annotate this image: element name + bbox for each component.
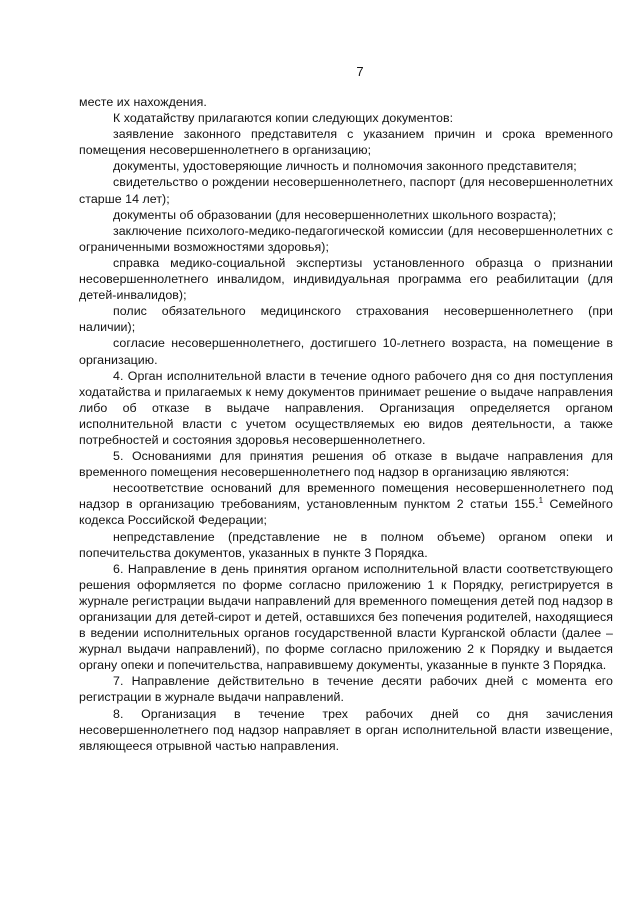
paragraph-with-footnote bbox=[79, 480, 613, 528]
paragraph: 5. Основаниями для принятия решения об отказе в выдаче направления для временного помещения несовершеннолетнего под надзор в организацию являются: bbox=[79, 449, 613, 480]
document-body bbox=[79, 94, 613, 754]
paragraph: заключение психолого-медико-педагогической комиссии (для несовершеннолетних с ограниченными возможностями здоровья); bbox=[79, 223, 613, 254]
paragraph: месте их нахождения. bbox=[79, 95, 207, 109]
paragraph: 6. Направление в день принятия органом исполнительной власти соответствующего решения оформляется по форме согласно приложению 1 к Порядку, регистрируется в журнале регистрации выдачи направлений для временного помещения детей под надзор в организации для детей-сирот и детей, оставшихся без попечения родителей, находящиеся в ведении исполнительных органов государственной власти Курганской области (далее – журнал выдачи направлений), по форме согласно приложению 2 к Порядку и выдается органу опеки и попечительства, направившему документы, указанные в пункте 3 Порядка. bbox=[79, 561, 613, 673]
paragraph: документы, удостоверяющие личность и полномочия законного представителя; bbox=[113, 159, 577, 174]
paragraph: К ходатайству прилагаются копии следующих документов: bbox=[113, 111, 454, 126]
paragraph: документы об образовании (для несовершеннолетних школьного возраста); bbox=[113, 207, 557, 222]
paragraph: 7. Направление действительно в течение десяти рабочих дней с момента его регистрации в журнале выдачи направлений. bbox=[79, 674, 613, 705]
paragraph: справка медико-социальной экспертизы установленного образца о признании несовершеннолетнего инвалидом, индивидуальная программа его реабилитации (для детей-инвалидов); bbox=[79, 255, 613, 303]
paragraph: согласие несовершеннолетнего, достигшего 10-летнего возраста, на помещение в организацию. bbox=[79, 336, 613, 367]
paragraph: непредставление (представление не в полном объеме) органом опеки и попечительства документов, указанных в пункте 3 Порядка. bbox=[79, 529, 613, 560]
paragraph-text: несоответствие оснований для временного помещения несовершеннолетнего под надзор в организацию требованиям, установленным пунктом 2 статьи 155. bbox=[79, 481, 613, 512]
page-number: 7 bbox=[356, 64, 364, 79]
paragraph: полис обязательного медицинского страхования несовершеннолетнего (при наличии); bbox=[79, 304, 613, 335]
paragraph: 8. Организация в течение трех рабочих дней со дня зачисления несовершеннолетнего под надзор направляет в орган исполнительной власти извещение, являющееся отрывной частью направления. bbox=[79, 706, 613, 753]
paragraph: 4. Орган исполнительной власти в течение одного рабочего дня со дня поступления ходатайства и прилагаемых к нему документов принимает решение о выдаче направления либо об отказе в выдаче направления. Организация определяется органом исполнительной власти с учетом осуществляемых ею видов деятельности, а также потребностей и состояния здоровья несовершеннолетнего. bbox=[79, 368, 613, 447]
superscript: 1 bbox=[538, 496, 544, 506]
paragraph: свидетельство о рождении несовершеннолетнего, паспорт (для несовершеннолетних старше 14 лет); bbox=[79, 175, 613, 206]
paragraph: заявление законного представителя с указанием причин и срока временного помещения несовершеннолетнего в организацию; bbox=[79, 127, 613, 158]
paragraph-text: Семейного кодекса Российской Федерации; bbox=[79, 497, 613, 528]
